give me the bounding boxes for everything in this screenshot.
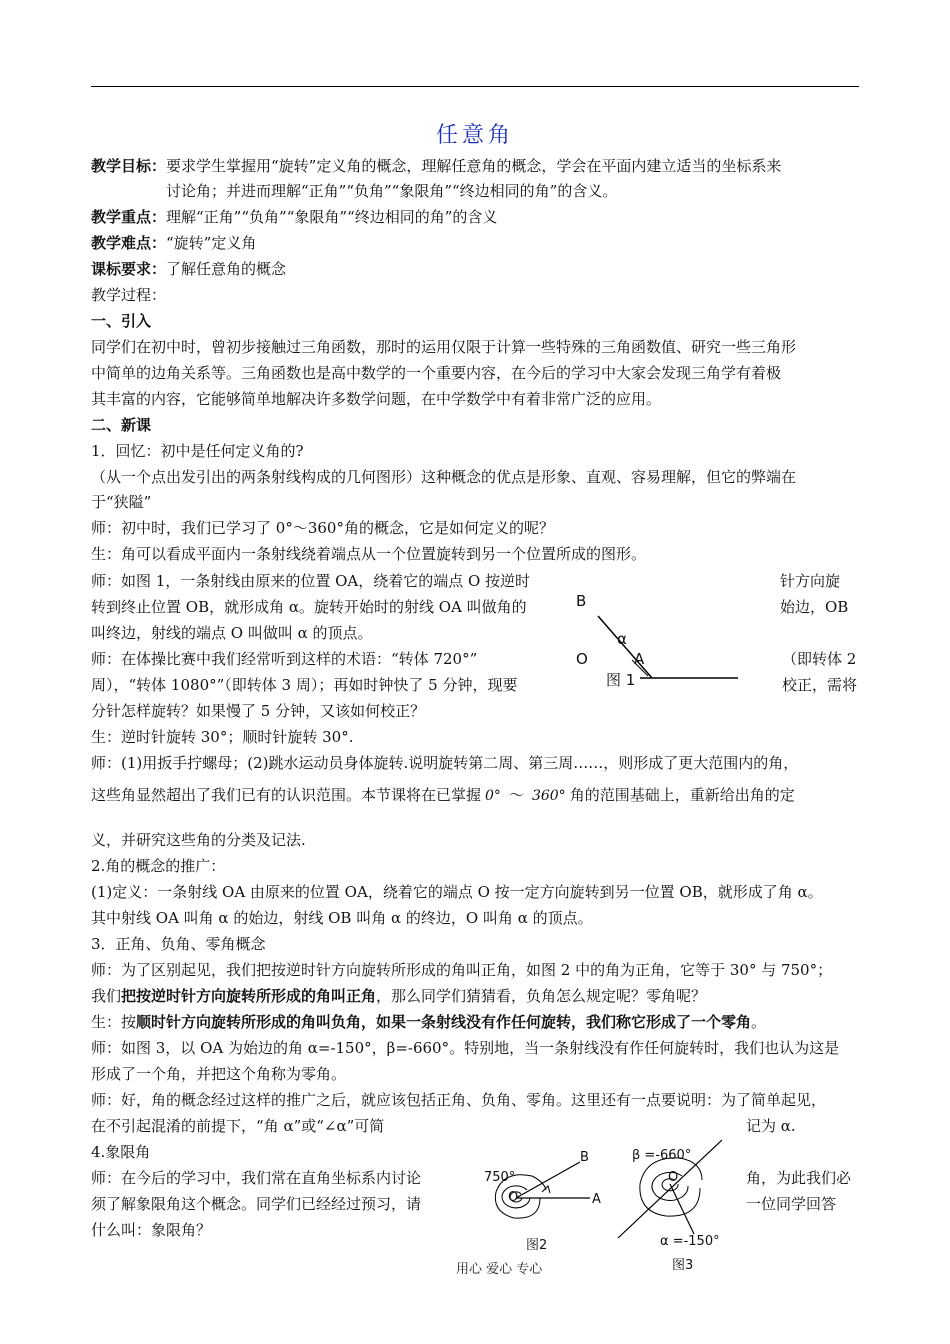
ray-ob <box>516 1162 580 1198</box>
text-line: 1．回忆：初中是任何定义角的? <box>91 442 304 460</box>
text-line: 师：初中时，我们已学习了 0°～360°角的概念，它是如何定义的呢？ <box>91 519 554 537</box>
fig2-label-b: B <box>580 1150 589 1165</box>
page-title: 任意角 <box>435 123 514 148</box>
text-line: 形成了一个角，并把这个角称为零角。 <box>91 1065 347 1083</box>
text-line: 师：如图 3，以 OA 为始边的角 α=-150°，β=-660°。特别地，当一条射线没有作任何旋转时，我们也认为这是 <box>91 1039 840 1057</box>
intro-line: 其丰富的内容，它能够简单地解决许多数学问题，在中学数学中有着非常广泛的应用。 <box>91 390 662 408</box>
text-line: 2.角的概念的推广： <box>91 857 226 875</box>
newlesson-heading: 二、新课 <box>91 416 152 434</box>
text-line: （从一个点出发引出的两条射线构成的几何图形）这种概念的优点是形象、直观、容易理解，但它的弊端在 <box>91 468 797 486</box>
text-line: 须了解象限角这个概念。同学们已经经过预习，请 <box>91 1195 422 1213</box>
text-line: (1)定义：一条射线 OA 由原来的位置 OA，绕着它的端点 O 按一定方向旋转到另一位置 OB，就形成了角 α。 <box>91 883 823 901</box>
text-line: 师：如图 1，一条射线由原来的位置 OA，绕着它的端点 O 按逆时 <box>91 572 531 590</box>
text-line: 什么叫：象限角？ <box>91 1221 212 1239</box>
fig1-caption: 图 1 <box>606 671 636 689</box>
ray-initial <box>670 1184 694 1234</box>
header-rule <box>91 86 859 87</box>
fig3-caption: 图3 <box>672 1258 694 1273</box>
text-line: 转到终止位置 OB，就形成角 α。旋转开始时的射线 OA 叫做角的 <box>91 598 527 616</box>
text-line-right: （即转体 2 <box>782 650 857 668</box>
text-line: 分针怎样旋转？如果慢了 5 分钟，又该如何校正？ <box>91 702 426 720</box>
text-line: 生：逆时针旋转 30°；顺时针旋转 30°. <box>91 728 354 746</box>
text-line: 其中射线 OA 叫角 α 的始边，射线 OB 叫角 α 的终边，O 叫角 α 的顶点。 <box>91 909 593 927</box>
fig3-label-beta: β =-660° <box>632 1148 692 1163</box>
text-line: 师：好，角的概念经过这样的推广之后，就应该包括正角、负角、零角。这里还有一点要说明：为了简单起见， <box>91 1091 827 1109</box>
text-line-right: 始边，OB <box>780 598 849 616</box>
fig3-label-o: O <box>668 1170 679 1185</box>
page-footer: 用心 爱心 专心 <box>456 1262 543 1277</box>
difficulty: 教学难点：“旋转”定义角 <box>91 234 257 252</box>
text-line: 这些角显然超出了我们已有的认识范围。本节课将在已掌握 0° ～ 360° 角的范围基础上，重新给出角的定 <box>91 786 795 804</box>
intro-line: 同学们在初中时，曾初步接触过三角函数，那时的运用仅限于计算一些特殊的三角函数值、研究一些三角形 <box>91 338 797 356</box>
text-line-right: 角，为此我们必 <box>746 1169 852 1187</box>
text-line: 生：角可以看成平面内一条射线绕着端点从一个位置旋转到另一个位置所成的图形。 <box>91 545 647 563</box>
text-line: 于“狭隘” <box>91 493 152 511</box>
text-line-right: 校正，需将 <box>782 676 858 694</box>
text-line: 3．正角、负角、零角概念 <box>91 935 266 953</box>
standard-requirement: 课标要求：了解任意角的概念 <box>91 260 287 278</box>
fig1-label-b: B <box>576 592 587 610</box>
text-line: 我们把按逆时针方向旋转所形成的角叫正角，那么同学们猜猜看，负角怎么规定呢？零角呢？ <box>91 987 707 1005</box>
fig2-label-angle: 750° <box>484 1170 516 1185</box>
goal-line-2: 讨论角；并进而理解“正角”“负角”“象限角”“终边相同的角”的含义。 <box>166 182 618 200</box>
text-line: 师：在体操比赛中我们经常听到这样的术语：“转体 720°” <box>91 650 478 668</box>
text-line: 4.象限角 <box>91 1143 151 1161</box>
intro-heading: 一、引入 <box>91 312 152 330</box>
figure-1 <box>570 590 750 700</box>
fig2-label-a: A <box>592 1192 601 1207</box>
fig2-caption: 图2 <box>526 1238 548 1253</box>
key-point: 教学重点：理解“正角”“负角”“象限角”“终边相同的角”的含义 <box>91 208 498 226</box>
text-line: 在不引起混淆的前提下，“角 α”或“∠α”可简 <box>91 1117 385 1135</box>
text-line: 师：(1)用扳手拧螺母；(2)跳水运动员身体旋转.说明旋转第二周、第三周……，则形成了更大范围内的角， <box>91 754 799 772</box>
intro-line: 中简单的边角关系等。三角函数也是高中数学的一个重要内容，在今后的学习中大家会发现三角学有着极 <box>91 364 782 382</box>
text-line: 周），“转体 1080°”（即转体 3 周）；再如时钟快了 5 分钟，现要 <box>91 676 518 694</box>
text-line: 义，并研究这些角的分类及记法. <box>91 831 306 849</box>
fig3-label-alpha: α =-150° <box>660 1234 720 1249</box>
process-label: 教学过程： <box>91 286 167 304</box>
text-line: 师：在今后的学习中，我们常在直角坐标系内讨论 <box>91 1169 422 1187</box>
text-line: 生：按顺时针方向旋转所形成的角叫负角，如果一条射线没有作任何旋转，我们称它形成了一个零角。 <box>91 1013 767 1031</box>
goal-line-1: 教学目标：要求学生掌握用“旋转”定义角的概念，理解任意角的概念，学会在平面内建立适当的坐标系来 <box>91 157 782 175</box>
text-line: 师：为了区别起见，我们把按逆时针方向旋转所形成的角叫正角，如图 2 中的角为正角，它等于 30° 与 750°； <box>91 961 833 979</box>
fig1-label-o: O <box>576 650 588 668</box>
fig1-label-alpha: α <box>617 630 627 648</box>
text-line: 叫终边，射线的端点 O 叫做叫 α 的顶点。 <box>91 624 373 642</box>
fig2-label-o: O <box>508 1190 519 1205</box>
fig1-label-a: A <box>634 650 645 668</box>
text-line-right: 一位同学回答 <box>746 1195 837 1213</box>
text-line-right: 针方向旋 <box>780 572 841 590</box>
text-line-right: 记为 α. <box>746 1117 796 1135</box>
